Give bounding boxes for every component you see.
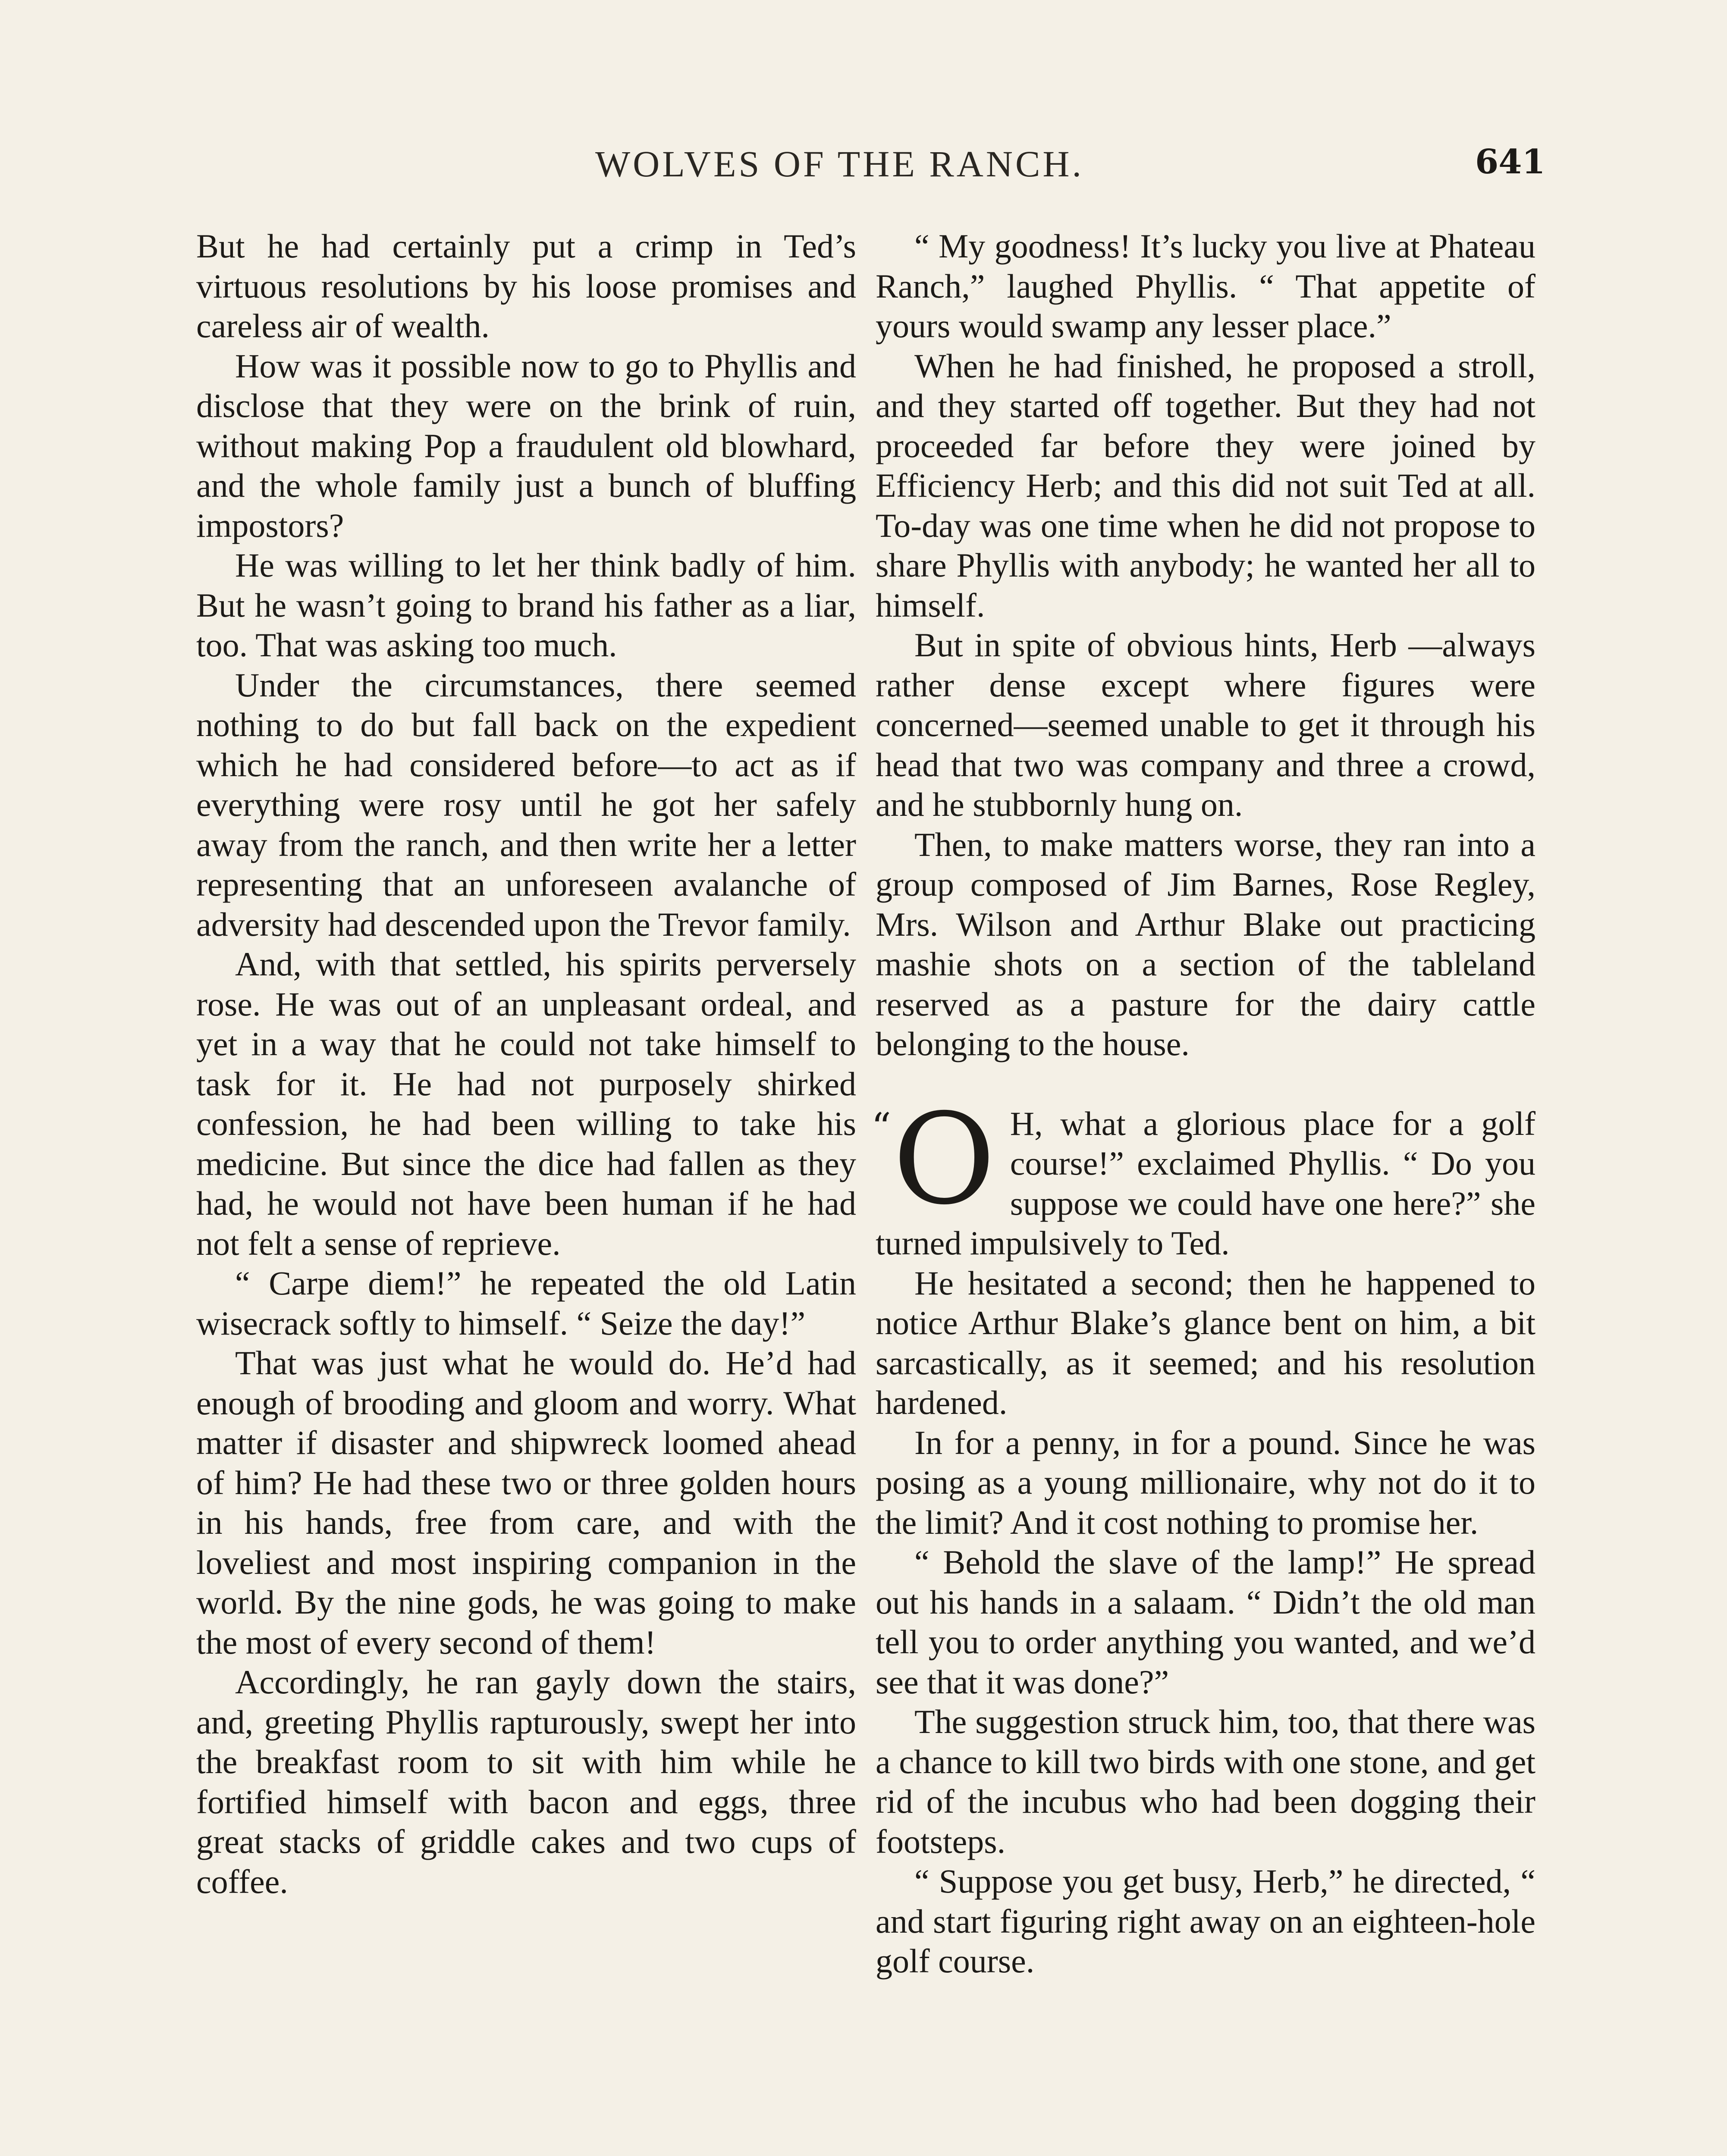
paragraph: Under the circumstances, there seemed nothing to do but fall back on the expedient which he had considered before—to act as if everything were rosy until he got her safely away from the ranch, and then write her a letter representing that an unforeseen avalanche of adversity had descended upon the Trevor family. bbox=[196, 666, 856, 943]
right-column bbox=[876, 226, 1535, 1981]
page-number: 641 bbox=[1475, 142, 1545, 182]
paragraph: Then, to make matters worse, they ran into a group composed of Jim Barnes, Rose Regley, Mrs. Wilson and Arthur Blake out practicing mashie shots on a section of the tableland reserved as a pasture for the dairy cattle belonging to the house. bbox=[876, 825, 1535, 1062]
drop-cap-paragraph-text: H, what a glorious place for a golf course!” exclaimed Phyllis. “ Do you suppose we could have one here?” she turned impulsively to Ted. bbox=[876, 1104, 1535, 1262]
paragraph: “ Behold the slave of the lamp!” He spread out his hands in a salaam. “ Didn’t the old man tell you to order anything you wanted, and we’d see that it was done?” bbox=[876, 1543, 1535, 1701]
paragraph: That was just what he would do. He’d had enough of brooding and gloom and worry. What matter if disaster and shipwreck loomed ahead of him? He had these two or three golden hours in his hands, free from care, and with the loveliest and most inspiring companion in the world. By the nine gods, he was going to make the most of every second of them! bbox=[196, 1344, 856, 1661]
paragraph: He was willing to let her think badly of him. But he wasn’t going to brand his father as a liar, too. That was asking too much. bbox=[196, 546, 856, 664]
paragraph: “ Suppose you get busy, Herb,” he directed, “ and start figuring right away on an eighteen-hole golf course. bbox=[876, 1862, 1535, 1980]
paragraph: And, with that settled, his spirits perversely rose. He was out of an unpleasant ordeal, and yet in a way that he could not take himself to task for it. He had not purposely shirked confession, he had been willing to take his medicine. But since the dice had fallen as they had, he would not have been human if he had not felt a sense of reprieve. bbox=[196, 945, 856, 1262]
paragraph: Accordingly, he ran gayly down the stairs, and, greeting Phyllis rapturously, swept her into the breakfast room to sit with him while he fortified himself with bacon and eggs, three great stacks of griddle cakes and two cups of coffee. bbox=[196, 1663, 856, 1900]
left-column bbox=[196, 226, 856, 1902]
paragraph: “ My goodness! It’s lucky you live at Phateau Ranch,” laughed Phyllis. “ That appetite of yours would swamp any lesser place.” bbox=[876, 227, 1535, 345]
drop-cap-paragraph bbox=[876, 1087, 1535, 1263]
drop-cap: “ O bbox=[876, 1108, 995, 1212]
paragraph: But in spite of obvious hints, Herb —always rather dense except where figures were concerned—seemed unable to get it through his head that two was company and three a crowd, and he stubbornly hung on. bbox=[876, 626, 1535, 823]
running-title: WOLVES OF THE RANCH. bbox=[595, 143, 1084, 185]
paragraph: When he had finished, he proposed a stroll, and they started off together. But they had not proceeded far before they were joined by Efficiency Herb; and this did not suit Ted at all. To-day was one time when he did not propose to share Phyllis with anybody; he wanted her all to himself. bbox=[876, 347, 1535, 624]
paragraph: But he had certainly put a crimp in Ted’s virtuous resolutions by his loose promises and careless air of wealth. bbox=[196, 227, 856, 345]
paragraph: “ Carpe diem!” he repeated the old Latin wisecrack softly to himself. “ Seize the day!” bbox=[196, 1264, 856, 1342]
paragraph: He hesitated a second; then he happened to notice Arthur Blake’s glance bent on him, a bit sarcastically, as it seemed; and his resolution hardened. bbox=[876, 1264, 1535, 1421]
paragraph: The suggestion struck him, too, that there was a chance to kill two birds with one stone, and get rid of the incubus who had been dogging their footsteps. bbox=[876, 1703, 1535, 1860]
paragraph: How was it possible now to go to Phyllis and disclose that they were on the brink of ruin, without making Pop a fraudulent old blowhard, and the whole family just a bunch of bluffing impostors? bbox=[196, 347, 856, 544]
page-header bbox=[0, 142, 1727, 194]
paragraph: In for a penny, in for a pound. Since he was posing as a young millionaire, why not do it to the limit? And it cost nothing to promise her. bbox=[876, 1423, 1535, 1541]
